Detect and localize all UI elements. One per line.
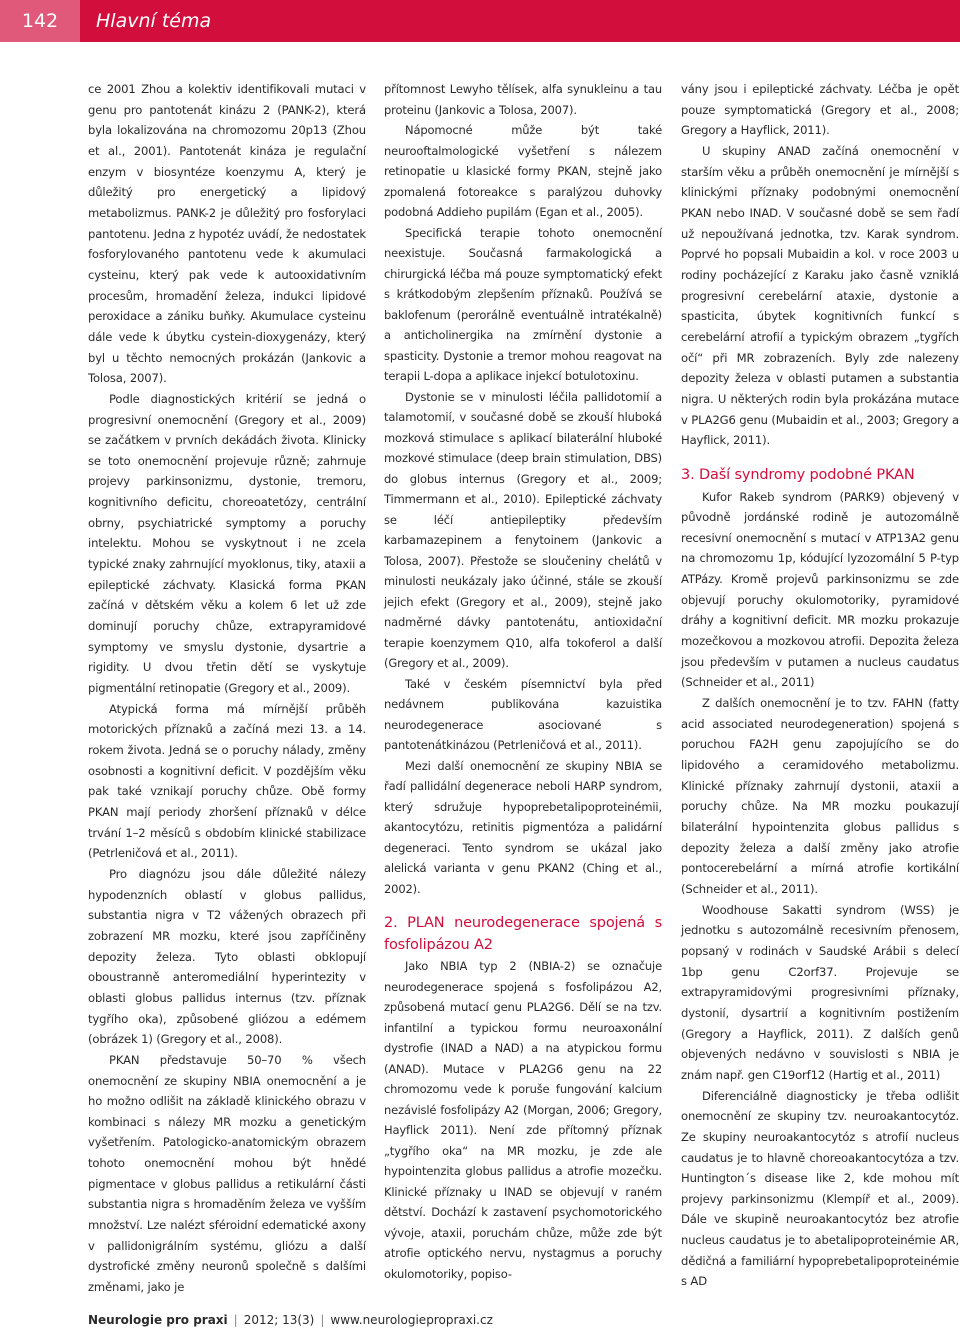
- paragraph: Také v českém písemnictví byla před nedávnem publikována kazuistika neurodegenerace asociované s pantotenátkinázou (Petrleničová et al., 2011).: [384, 676, 662, 752]
- paragraph: Diferenciálně diagnosticky je třeba odlišit onemocnění ze skupiny tzv. neuroakantocytóz. Ze skupiny neuroakantocytóz s atrofií nucleus caudatus je to hlavně choreoakantocytóza a tzv. Huntington´s disease like 2, kde mohou mít projevy parkinsonizmu (Klempíř et al., 2009). Dále ve skupině neuroakantocytóz bez atrofie nucleus caudatus je to abetalipoproteinémie AR, dědičná a familiární hypoprebetalipoproteinémie s AD: [681, 1088, 959, 1289]
- section-heading-3: 3. Daší syndromy podobné PKAN: [681, 466, 915, 483]
- paragraph: Pro diagnózu jsou dále důležité nálezy hypodenzních oblastí v globus pallidus, substantia nigra v T2 vážených obrazech při zobrazení MR mozku, které jsou zapříčiněny depozity železa. Tyto oblasti obklopují oboustranně anteromediální hyperintezity v oblasti globus pallidus internus (tzv. příznak tygřího oka), způsobené gliózou a edémem (obrázek 1) (Gregory et al., 2008).: [88, 866, 366, 1047]
- journal-issue: 2012; 13(3): [243, 1313, 315, 1327]
- text-column-1: [88, 79, 366, 1298]
- footer-separator: |: [320, 1313, 325, 1327]
- journal-website[interactable]: www.neurologiepropraxi.cz: [330, 1313, 493, 1327]
- paragraph: Jako NBIA typ 2 (NBIA-2) se označuje neurodegenerace spojená s fosfolipázou A2, způsobená mutací genu PLA2G6. Dělí se na tzv. infantilní a typickou formu neuroaxonální dystrofie (INAD a NAD) a na atypickou formu (ANAD). Mutace v PLA2G6 genu na 22 chromozomu vede k poruše fungování kalcium nezávislé fosfolipázy A2 (Morgan, 2006; Gregory, Hayflick 2011). Není zde přítomný příznak „tygřího oka“ na MR mozku, je zde ale hypointenzita globus pallidus a atrofie mozečku. Klinické příznaky u INAD se objevují v raném dětství. Dochází k zastavení psychomotorického vývoje, ataxii, poruchám chůze, může zde být atrofie optického nervu, nystagmus a poruchy okulomotoriky, popiso-: [384, 959, 662, 1281]
- section-heading-2: 2. PLAN neurodegenerace spojená s fosfolipázou A2: [384, 915, 662, 953]
- paragraph: přítomnost Lewyho tělísek, alfa synukleinu a tau proteinu (Jankovic a Tolosa, 2007).: [384, 82, 662, 117]
- page-header: [0, 0, 960, 42]
- paragraph: Z dalších onemocnění je to tzv. FAHN (fatty acid associated neurodegeneration) spojená s poruchou FA2H genu zapojujícího se do lipidového a ceramidového metabolizmu. Klinické příznaky zahrnují dystonii, ataxii a poruchy chůze. Na MR mozku poukazují bilaterální hypointenzita globus pallidus s depozity železa a další změny jako atrofie pontocerebelární a mírná atrofie kortikální (Schneider et al., 2011).: [681, 696, 959, 896]
- paragraph: Podle diagnostických kritérií se jedná o progresivní onemocnění (Gregory et al., 2009) se začátkem v prvních dekádách života. Klinicky se toto onemocnění projevuje různě; zahrnuje projevy parkinsonizmu, dystonie, tremoru, kognitivního deficitu, choreoatetózy, centrální obrny, psychiatrické symptomy a poruchy intelektu. Mohou se vyskytnout i ne zcela typické znaky zahrnující myoklonus, tiky, ataxii a epileptické záchvaty. Klasická forma PKAN začíná v dětském věku a kolem 6 let už zde dominují poruchy chůze, extrapyramidové symptomy ve smyslu dystonie, dysartrie a rigidity. U dvou třetin dětí se vyskytuje pigmentální retinopatie (Gregory et al., 2009).: [88, 391, 366, 696]
- paragraph: U skupiny ANAD začíná onemocnění v starším věku a průběh onemocnění je mírnější s klinickými příznaky podobnými onemocnění PKAN nebo INAD. V současné době se sem řadí už nepoužívaná jednotka, tzv. Karak syndrom. Poprvé ho popsali Mubaidin a kol. v roce 2003 u rodiny pocházející z Karaku jako časně vzniklá progresivní cerebelární ataxie, dystonie a spasticita, úbytek kognitivních funkcí s cerebelární atrofií a typickým obrazem „tygřích očí“ při MR zobrazeních. Byly zde nalezeny depozity železa v oblasti putamen a substantia nigra. U některých rodin byla prokázána mutace v PLA2G6 genu (Mubaidin et al., 2003; Gregory a Hayflick, 2011).: [681, 143, 959, 448]
- paragraph: Dystonie se v minulosti léčila pallidotomií a talamotomií, v současné době se zkouší hluboká mozková stimulace s aplikací bilaterální hluboké mozkové stimulace (deep brain stimulation, DBS) do globus internus (Gregory et al., 2009; Timmermann et al., 2010). Epileptické záchvaty se léčí antiepileptiky především karbamazepinem a fenytoinem (Jankovic a Tolosa, 2007). Přestože se sloučeniny chelátů v minulosti neukázaly jako účinné, stále se zkouší jejich efekt (Gregory et al., 2009), stejně jako nadměrné dávky pantotenátu, antioxidační terapie koenzymem Q10, alfa tokoferol a další (Gregory et al., 2009).: [384, 389, 662, 670]
- paragraph: Woodhouse Sakatti syndrom (WSS) je jednotku s autozomálně recesivním přenosem, popsaný v rodinách v Saudské Arábii s delecí 1bp genu C2orf37. Projevuje se extrapyramidovými progresivními příznaky, dystonií, dysartrií a kognitivním postižením (Gregory a Hayflick, 2011). Z dalších genů objevených nedávno v souvislosti s NBIA je znám např. gen C19orf12 (Hartig et al., 2011): [681, 902, 959, 1082]
- section-title: Hlavní téma: [80, 0, 960, 42]
- page-number: 142: [0, 0, 80, 42]
- paragraph: Atypická forma má mírnější průběh motorických příznaků a začíná mezi 13. a 14. rokem života. Jedná se o poruchy nálady, změny osobnosti a kognitivní deficit. V pozdějším věku pak také vznikají poruchy chůze. Obě formy PKAN mají periody zhoršení příznaků v délce trvání 1–2 měsíců s obdobím klinické stabilizace (Petrleničová et al., 2011).: [88, 701, 366, 861]
- journal-name: Neurologie pro praxi: [88, 1313, 228, 1327]
- page-footer: [88, 1312, 493, 1328]
- paragraph: Mezi další onemocnění ze skupiny NBIA se řadí pallidální degenerace neboli HARP syndrom, který sdružuje hypoprebetalipoproteinémii, akantocytózu, retinitis pigmentóza a palidární degeneraci. Tento syndrom se ukázal jako alelická varianta v genu PKAN2 (Ching et al., 2002).: [384, 758, 662, 896]
- paragraph: ce 2001 Zhou a kolektiv identifikovali mutaci v genu pro pantotenát kinázu 2 (PANK-2), která byla lokalizována na chromozomu 20p13 (Zhou et al., 2001). Pantotenát kináza je regulační enzym v biosyntéze koenzymu A, který je důležitý pro energetický a lipidový metabolizmus. PANK-2 je důležitý pro fosforylaci pantotenu. Jedna z hypotéz uvádí, že nedostatek fosforylovaného pantotenu vede k akumulaci cysteinu, který pak vede k autooxidativním procesům, hromadění železa, indukci lipidové peroxidace a zániku buňky. Akumulace cysteinu dále vede k úbytku cystein-dioxygenázy, který byl u těchto nemocných prokázán (Jankovic a Tolosa, 2007).: [88, 82, 366, 386]
- text-column-2: [384, 79, 662, 1284]
- text-column-3: [681, 79, 959, 1292]
- paragraph: Specifická terapie tohoto onemocnění neexistuje. Současná farmakologická a chirurgická léčba má pouze symptomatický efekt s krátkodobým zlepšením příznaků. Používá se baklofenum (perorálně eventuálně intratékalně) a anticholinergika na zmírnění dystonie a spasticity. Dystonie a tremor mohou reagovat na terapii L-dopa a aplikace injekcí botulotoxinu.: [384, 225, 662, 383]
- paragraph: Kufor Rakeb syndrom (PARK9) objevený v původně jordánské rodině je autozomálně recesivní onemocnění s mutací v ATP13A2 genu na chromozomu 1p, kódující lyzozomální 5 P-typ ATPázy. Kromě projevů parkinsonizmu se zde objevují poruchy okulomotoriky, pyramidové dráhy a kognitivní deficit. MR mozku prokazuje mozečkovou a mozkovou atrofii. Depozita železa jsou především v putamen a nucleus caudatus (Schneider et al., 2011): [681, 489, 959, 690]
- paragraph: Nápomocné může být také neurooftalmologické vyšetření s nálezem retinopatie u klasické formy PKAN, stejně jako zpomalená fotoreakce s paralýzou duhovky podobná Addieho pupilám (Egan et al., 2005).: [384, 123, 662, 219]
- paragraph: PKAN představuje 50–70 % všech onemocnění ze skupiny NBIA onemocnění a je ho možno odlišit na základě klinického obrazu v kombinaci s nálezy MR mozku a genetickým vyšetřením. Patologicko-anatomickým obrazem tohoto onemocnění mohou být hnědé pigmentace v globus pallidus a retikulární části substantia nigra s hromaděním železa ve vyšším množství. Lze nalézt sféroidní edematické axony v pallidonigrálním systému, gliózu a další dystrofické změny neuronů společně s dalšími změnami, jako je: [88, 1052, 366, 1295]
- footer-separator: |: [233, 1313, 238, 1327]
- paragraph: vány jsou i epileptické záchvaty. Léčba je opět pouze symptomatická (Gregory et al., 2008; Gregory a Hayflick, 2011).: [681, 82, 959, 138]
